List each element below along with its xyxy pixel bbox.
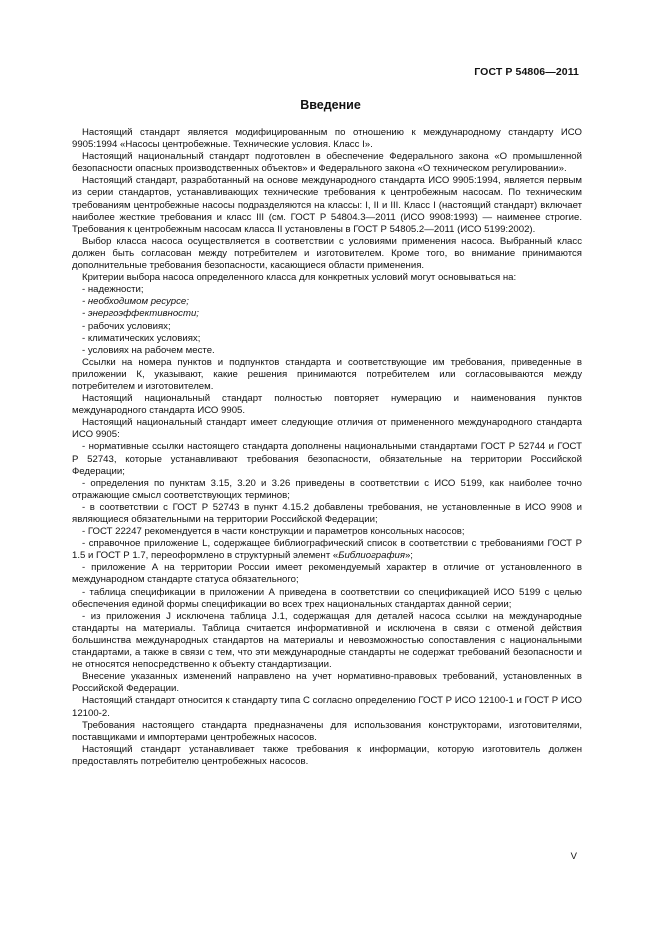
paragraph: Выбор класса насоса осуществляется в соответствии с условиями применения насоса. Выбранный класс должен быть согласован между потребителем и изготовителем. Кроме того, во внимание принимаются дополнительные требования безопасности, касающиеся области применения. — [72, 235, 582, 272]
paragraph: Настоящий национальный стандарт имеет следующие отличия от примененного международного стандарта ИСО 9905: — [72, 417, 582, 441]
criteria-item — [72, 333, 582, 345]
criteria-item-text: - энергоэффективности; — [82, 308, 199, 320]
list-item — [72, 538, 582, 562]
list-item: - приложение А на территории России имеет рекомендуемый характер в отличие от установленного в международном стандарте статуса обязательного; — [72, 562, 582, 586]
criteria-item — [72, 284, 582, 296]
paragraph: Настоящий стандарт относится к стандарту типа С согласно определению ГОСТ Р ИСО 12100-1 и ГОСТ Р ИСО 12100-2. — [72, 695, 582, 719]
criteria-item-text: - необходимом ресурсе; — [82, 296, 189, 308]
list-item-text: »; — [404, 550, 413, 562]
criteria-item-text: - климатических условиях; — [82, 332, 201, 344]
paragraph: Требования настоящего стандарта предназначены для использования конструкторами, изготовителями, поставщиками и импортерами центробежных насосов. — [72, 719, 582, 743]
list-item-italic-text: Библиография — [338, 550, 405, 562]
list-item: - таблица спецификации в приложении А приведена в соответствии со спецификацией ИСО 5199 с целью обеспечения единой формы спецификации во всех трех национальных стандартах данной серии; — [72, 586, 582, 610]
criteria-item — [72, 296, 582, 308]
document-header-id: ГОСТ Р 54806—2011 — [474, 66, 579, 78]
list-item: - определения по пунктам 3.15, 3.20 и 3.26 приведены в соответствии с ИСО 5199, как наиболее точно отражающие смысл соответствующих терминов; — [72, 477, 582, 501]
paragraph: Настоящий национальный стандарт подготовлен в обеспечение Федерального закона «О промышленной безопасности опасных производственных объектов» и Федерального закона «О техническом регулировании». — [72, 151, 582, 175]
criteria-item-text: - условиях на рабочем месте. — [82, 344, 215, 356]
criteria-list — [72, 284, 582, 357]
criteria-item-text: - надежности; — [82, 284, 144, 296]
list-item-text: - справочное приложение L, содержащее библиографический список в соответствии с требованиями ГОСТ Р 1.5 и ГОСТ Р 1.7, переоформлено в структурный элемент « — [72, 538, 582, 562]
list-item: - из приложения J исключена таблица J.1, содержащая для деталей насоса ссылки на международные стандарты на материалы. Таблица считается информативной и исключена в связи с отменой действия большинства международных стандартов на материалы и невозможностью сопоставления с национальными стандартами, а также в связи с тем, что эти международные стандарты не содержат требований безопасности и не относятся непосредственно к объекту стандартизации. — [72, 610, 582, 671]
paragraph: Критерии выбора насоса определенного класса для конкретных условий могут основываться на: — [82, 272, 517, 284]
criteria-item — [72, 308, 582, 320]
paragraph: Настоящий стандарт является модифицированным по отношению к международному стандарту ИСО 9905:1994 «Насосы центробежные. Технические условия. Класс I». — [72, 127, 582, 151]
list-item: - ГОСТ 22247 рекомендуется в части конструкции и параметров консольных насосов; — [82, 526, 465, 538]
page-number: V — [570, 851, 577, 862]
paragraph: Настоящий национальный стандарт полностью повторяет нумерацию и наименования пунктов международного стандарта ИСО 9905. — [72, 393, 582, 417]
list-item: - в соответствии с ГОСТ Р 52743 в пункт 4.15.2 добавлены требования, не установленные в ИСО 9908 и являющиеся обязательными на территории Российской Федерации; — [72, 501, 582, 525]
criteria-item — [72, 345, 582, 357]
criteria-item-text: - рабочих условиях; — [82, 320, 171, 332]
paragraph: Настоящий стандарт, разработанный на основе международного стандарта ИСО 9905:1994, является первым из серии стандартов, устанавливающих технические требования к центробежным насосам. По техническим требованиям центробежные насосы подразделяются на классы: I, II и III. Класс I (настоящий стандарт) включает наиболее жесткие требования и класс III (см. ГОСТ Р 54804.3—2011 (ИСО 9908:1993) — наименее строгие. Требования к центробежным насосам класса II установлены в ГОСТ Р 54805.2—2011 (ИСО 5199:2002). — [72, 175, 582, 235]
list-item: - нормативные ссылки настоящего стандарта дополнены национальными стандартами ГОСТ Р 52744 и ГОСТ Р 52743, которые устанавливают требования безопасности, обязательные на территории Российской Федерации; — [72, 441, 582, 477]
criteria-item — [72, 321, 582, 333]
paragraph: Внесение указанных изменений направлено на учет нормативно-правовых требований, установленных в Российской Федерации. — [72, 671, 582, 695]
document-body — [72, 127, 582, 768]
section-title: Введение — [300, 98, 361, 112]
paragraph: Настоящий стандарт устанавливает также требования к информации, которую изготовитель должен предоставлять потребителю центробежных насосов. — [72, 743, 582, 767]
paragraph: Ссылки на номера пунктов и подпунктов стандарта и соответствующие им требования, приведенные в приложении К, указывают, какие решения принимаются потребителем или согласовываются между потребителем и изготовителем. — [72, 356, 582, 392]
